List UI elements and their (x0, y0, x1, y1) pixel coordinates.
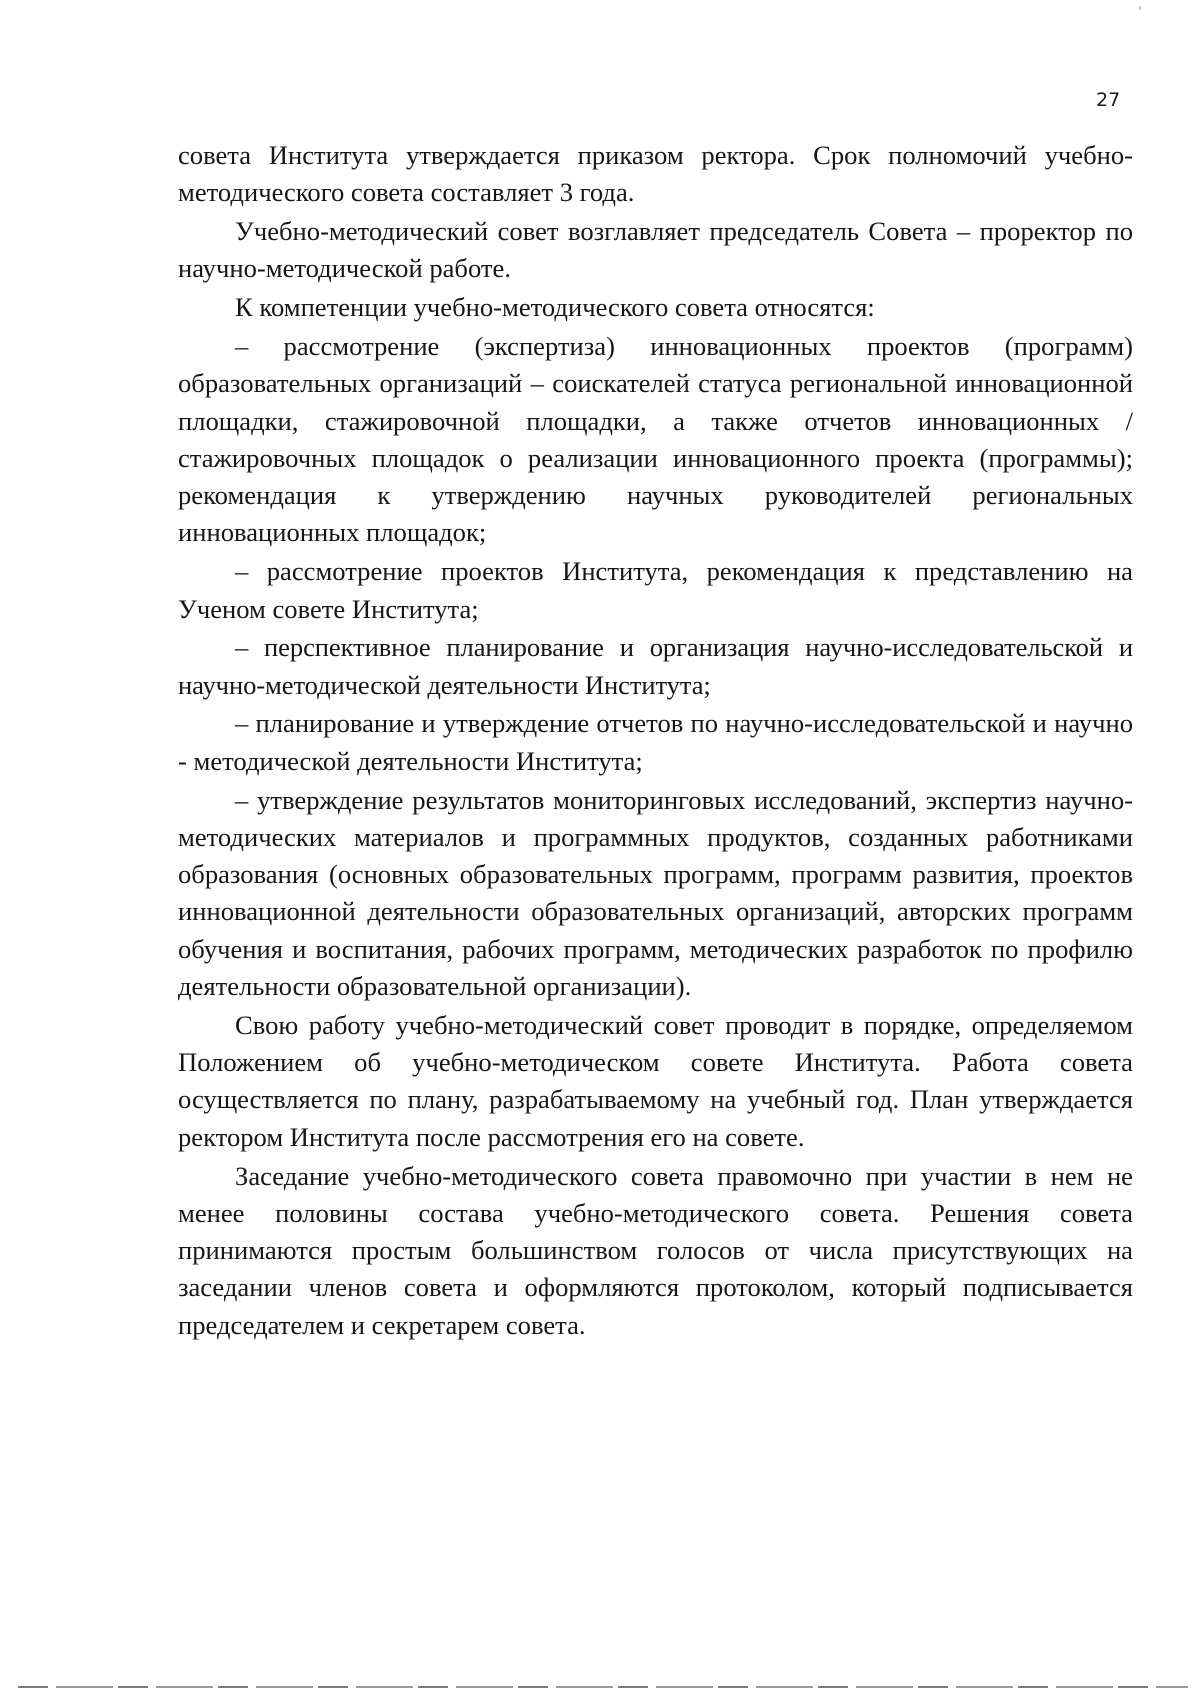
scan-artifact (1139, 6, 1141, 10)
list-item-planning: – перспективное планирование и организация научно-исследовательской и научно-методической деятельности Института; (178, 632, 1133, 700)
page-number: 27 (1096, 89, 1121, 111)
list-item-innovation-projects: – рассмотрение (экспертиза) инновационных проектов (программ) образовательных организаций – соискателей статуса региональной инновационной площадки, стажировочной площадки, а также отчетов инновационных /стажировочных площадок о реализации инновационного проекта (программы); рекомендация к утверждению научных руководителей региональных инновационных площадок; (178, 330, 1133, 548)
list-item-reports: – планирование и утверждение отчетов по научно-исследовательской и научно - методической деятельности Института; (178, 708, 1133, 776)
document-body (178, 137, 1133, 1346)
paragraph-chairman: Учебно-методический совет возглавляет председатель Совета – проректор по научно-методической работе. (178, 216, 1133, 284)
list-item-approval: – утверждение результатов мониторинговых исследований, экспертиз научно-методических материалов и программных продуктов, созданных работниками образования (основных образовательных программ, программ развития, проектов инновационной деятельности образовательных организаций, авторских программ обучения и воспитания, рабочих программ, методических разработок по профилю деятельности образовательной организации). (178, 784, 1133, 1002)
list-item-institute-projects: – рассмотрение проектов Института, рекомендация к представлению на Ученом совете Института; (178, 556, 1133, 624)
footer-scan-line (18, 1686, 1188, 1688)
paragraph-continuation: совета Института утверждается приказом ректора. Срок полномочий учебно-методического совета составляет 3 года. (178, 140, 1133, 208)
paragraph-competence-intro: К компетенции учебно-методического совета относятся: (235, 292, 875, 323)
paragraph-work-order: Свою работу учебно-методический совет проводит в порядке, определяемом Положением об учебно-методическом совете Института. Работа совета осуществляется по плану, разрабатываемому на учебный год. План утверждается ректором Института после рассмотрения его на совете. (178, 1009, 1133, 1152)
paragraph-meeting-quorum: Заседание учебно-методического совета правомочно при участии в нем не менее половины состава учебно-методического совета. Решения совета принимаются простым большинством голосов от числа присутствующих на заседании членов совета и оформляются протоколом, который подписывается председателем и секретарем совета. (178, 1160, 1133, 1340)
